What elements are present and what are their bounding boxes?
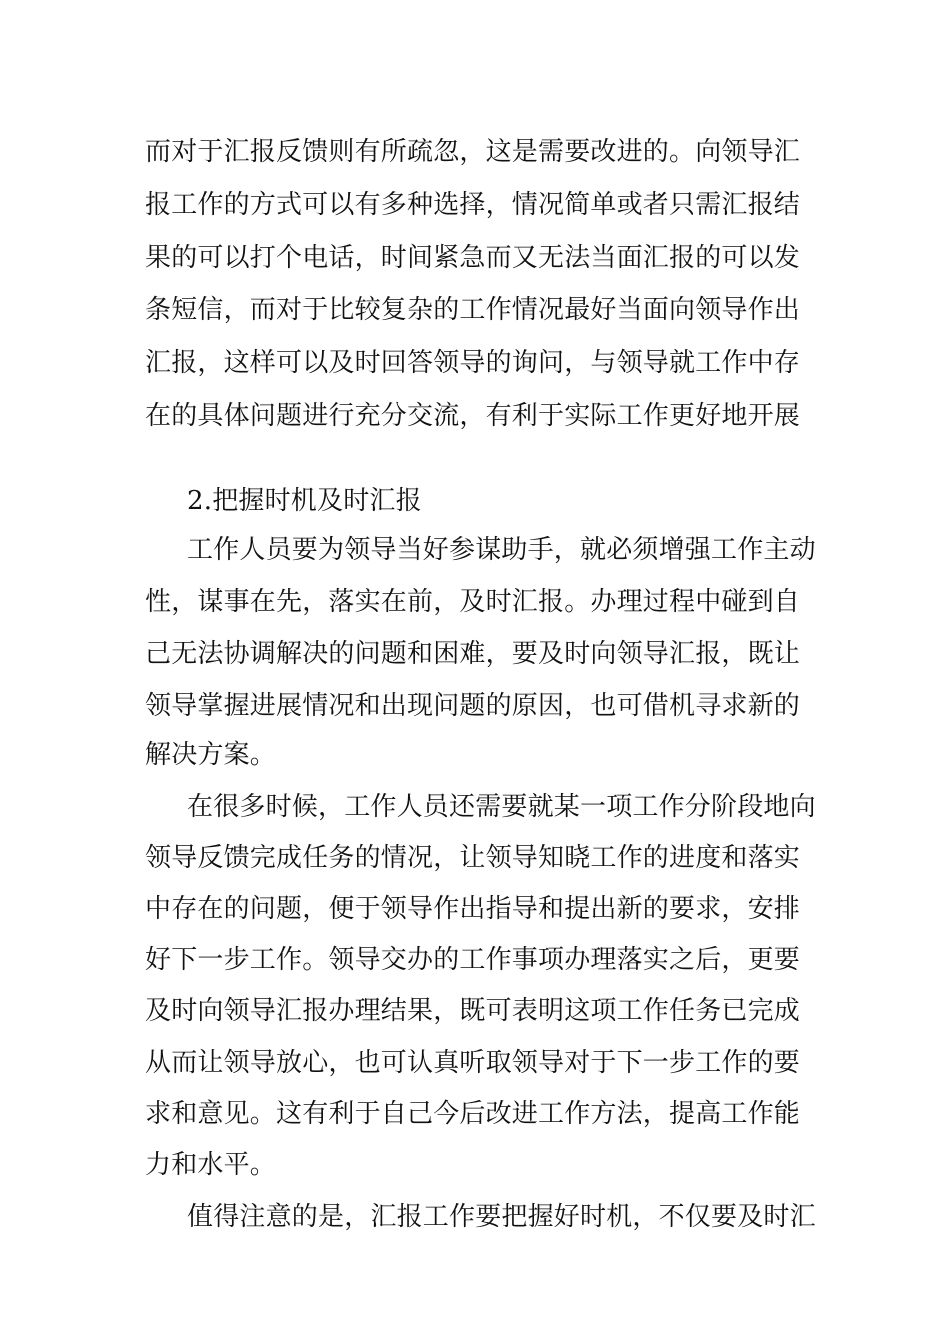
text-line: 而对于汇报反馈则有所疏忽，这是需要改进的。向领导汇 [145, 137, 801, 167]
text-line: 条短信，而对于比较复杂的工作情况最好当面向领导作出 [145, 295, 801, 325]
text-line: 领导掌握进展情况和出现问题的原因，也可借机寻求新的 [145, 691, 801, 721]
text-line: 在很多时候，工作人员还需要就某一项工作分阶段地向 [187, 792, 816, 822]
text-line: 中存在的问题，便于领导作出指导和提出新的要求，安排 [145, 894, 801, 924]
text-line: 工作人员要为领导当好参谋助手，就必须增强工作主动 [187, 535, 816, 565]
text-line: 领导反馈完成任务的情况，让领导知晓工作的进度和落实 [145, 843, 801, 873]
text-line: 从而让领导放心，也可认真听取领导对于下一步工作的要 [145, 1048, 801, 1078]
text-line: 好下一步工作。领导交办的工作事项办理落实之后，更要 [145, 945, 801, 975]
text-line: 报工作的方式可以有多种选择，情况简单或者只需汇报结 [145, 190, 801, 220]
text-line: 及时向领导汇报办理结果，既可表明这项工作任务已完成 [145, 996, 801, 1026]
text-line: 在的具体问题进行充分交流，有利于实际工作更好地开展 [145, 401, 801, 431]
text-line: 值得注意的是，汇报工作要把握好时机，不仅要及时汇 [187, 1202, 816, 1232]
text-line: 己无法协调解决的问题和困难，要及时向领导汇报，既让 [145, 639, 801, 669]
text-line: 果的可以打个电话，时间紧急而又无法当面汇报的可以发 [145, 243, 801, 273]
text-line: 求和意见。这有利于自己今后改进工作方法，提高工作能 [145, 1099, 801, 1129]
text-line: 性，谋事在先，落实在前，及时汇报。办理过程中碰到自 [145, 587, 801, 617]
text-line: 解决方案。 [145, 740, 277, 770]
section-heading: 2.把握时机及时汇报 [187, 486, 422, 516]
text-line: 汇报，这样可以及时回答领导的询问，与领导就工作中存 [145, 348, 801, 378]
text-line: 力和水平。 [145, 1150, 277, 1180]
